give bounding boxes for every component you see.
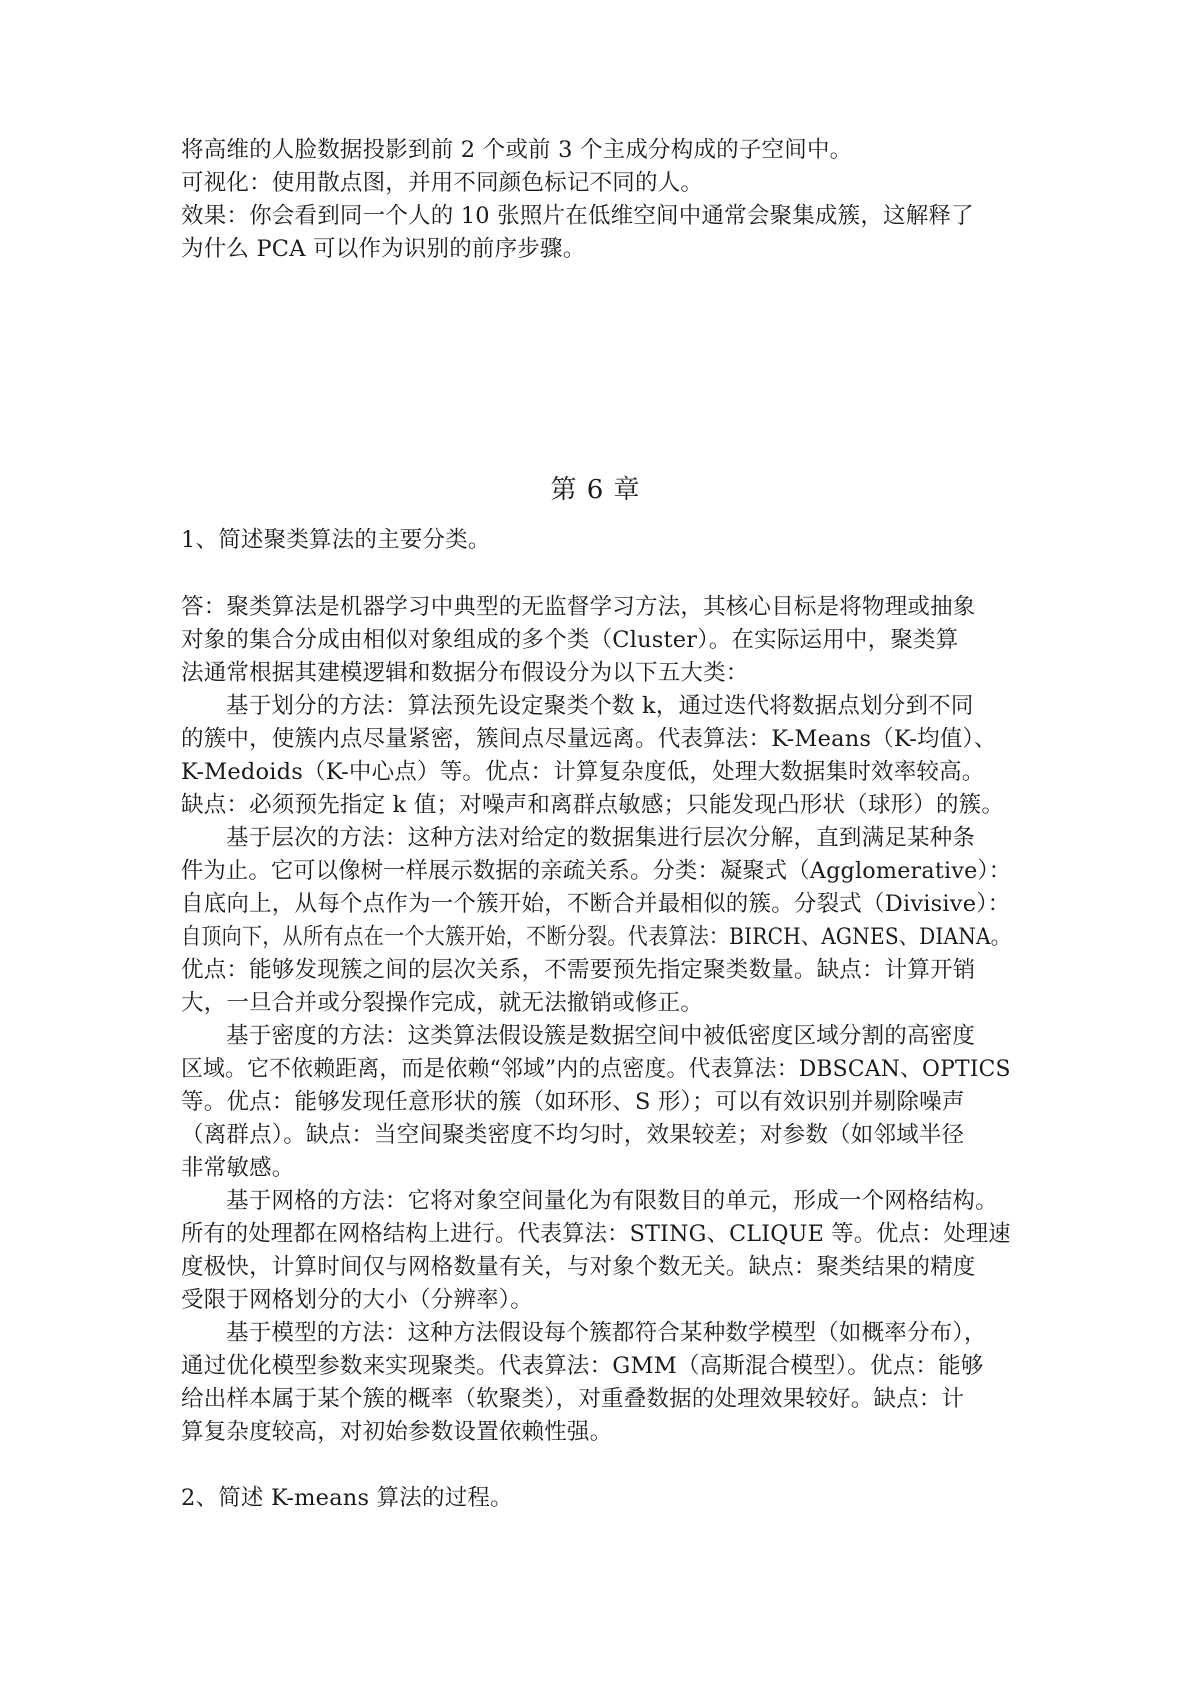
text-line: 给出样本属于某个簇的概率（软聚类），对重叠数据的处理效果较好。缺点：计 <box>181 1386 965 1412</box>
text-line: K-Medoids（K-中心点）等。优点：计算复杂度低，处理大数据集时效率较高。 <box>181 759 985 785</box>
answer-intro-paragraph <box>181 591 1011 690</box>
text-line: 效果：你会看到同一个人的 10 张照片在低维空间中通常会聚集成簇，这解释了 <box>181 203 974 229</box>
chapter-title: 第 6 章 <box>550 475 641 505</box>
question-1-title <box>181 524 1011 557</box>
model-method-paragraph <box>181 1317 1011 1449</box>
text-line: 将高维的人脸数据投影到前 2 个或前 3 个主成分构成的子空间中。 <box>181 137 853 163</box>
text-line: 所有的处理都在网格结构上进行。代表算法：STING、CLIQUE 等。优点：处理速 <box>181 1221 1011 1247</box>
grid-method-paragraph <box>181 1185 1011 1317</box>
hierarchical-method-paragraph <box>181 822 1011 1020</box>
intro-paragraph <box>181 134 1011 266</box>
partition-method-paragraph <box>181 690 1011 822</box>
text-line: 度极快，计算时间仅与网格数量有关，与对象个数无关。缺点：聚类结果的精度 <box>181 1254 976 1280</box>
text-line: 基于网格的方法：它将对象空间量化为有限数目的单元，形成一个网格结构。 <box>226 1188 998 1214</box>
text-line: 通过优化模型参数来实现聚类。代表算法：GMM（高斯混合模型）。优点：能够 <box>181 1353 984 1379</box>
text-line: 优点：能够发现簇之间的层次关系，不需要预先指定聚类数量。缺点：计算开销 <box>181 957 976 983</box>
text-line: 答：聚类算法是机器学习中典型的无监督学习方法，其核心目标是将物理或抽象 <box>181 594 976 620</box>
text-line: 自顶向下，从所有点在一个大簇开始，不断分裂。代表算法：BIRCH、AGNES、DIANA。 <box>181 924 1012 950</box>
text-line: 缺点：必须预先指定 k 值；对噪声和离群点敏感；只能发现凸形状（球形）的簇。 <box>181 792 1005 818</box>
text-line: 等。优点：能够发现任意形状的簇（如环形、S 形）；可以有效识别并剔除噪声 <box>181 1089 965 1115</box>
text-line: 区域。它不依赖距离，而是依赖“邻域”内的点密度。代表算法：DBSCAN、OPTICS <box>181 1056 1011 1082</box>
text-line: 非常敏感。 <box>181 1155 295 1181</box>
text-line: 自底向上，从每个点作为一个簇开始，不断合并最相似的簇。分裂式（Divisive）： <box>181 891 1011 917</box>
text-line: 基于层次的方法：这种方法对给定的数据集进行层次分解，直到满足某种条 <box>226 825 976 851</box>
text-line: 基于密度的方法：这类算法假设簇是数据空间中被低密度区域分割的高密度 <box>226 1023 976 1049</box>
text-line: 大，一旦合并或分裂操作完成，就无法撤销或修正。 <box>181 990 704 1016</box>
density-method-paragraph <box>181 1020 1011 1185</box>
question-title: 2、简述 K-means 算法的过程。 <box>181 1485 513 1511</box>
text-line: 的簇中，使簇内点尽量紧密，簇间点尽量远离。代表算法：K-Means（K-均值）、 <box>181 726 997 752</box>
text-line: 算复杂度较高，对初始参数设置依赖性强。 <box>181 1419 613 1445</box>
text-line: 件为止。它可以像树一样展示数据的亲疏关系。分类：凝聚式（Agglomerative）： <box>181 858 1012 884</box>
question-2-title <box>181 1482 1011 1515</box>
question-title: 1、简述聚类算法的主要分类。 <box>181 527 491 553</box>
text-line: 为什么 PCA 可以作为识别的前序步骤。 <box>181 236 586 262</box>
text-line: （离群点）。缺点：当空间聚类密度不均匀时，效果较差；对参数（如邻域半径 <box>181 1122 965 1148</box>
text-line: 对象的集合分成由相似对象组成的多个类（Cluster）。在实际运用中，聚类算 <box>181 627 959 653</box>
text-line: 可视化：使用散点图，并用不同颜色标记不同的人。 <box>181 170 704 196</box>
text-line: 基于划分的方法：算法预先设定聚类个数 k，通过迭代将数据点划分到不同 <box>226 693 974 719</box>
text-line: 基于模型的方法：这种方法假设每个簇都符合某种数学模型（如概率分布）， <box>226 1320 987 1346</box>
text-line: 受限于网格划分的大小（分辨率）。 <box>181 1287 533 1313</box>
text-line: 法通常根据其建模逻辑和数据分布假设分为以下五大类： <box>181 660 749 686</box>
